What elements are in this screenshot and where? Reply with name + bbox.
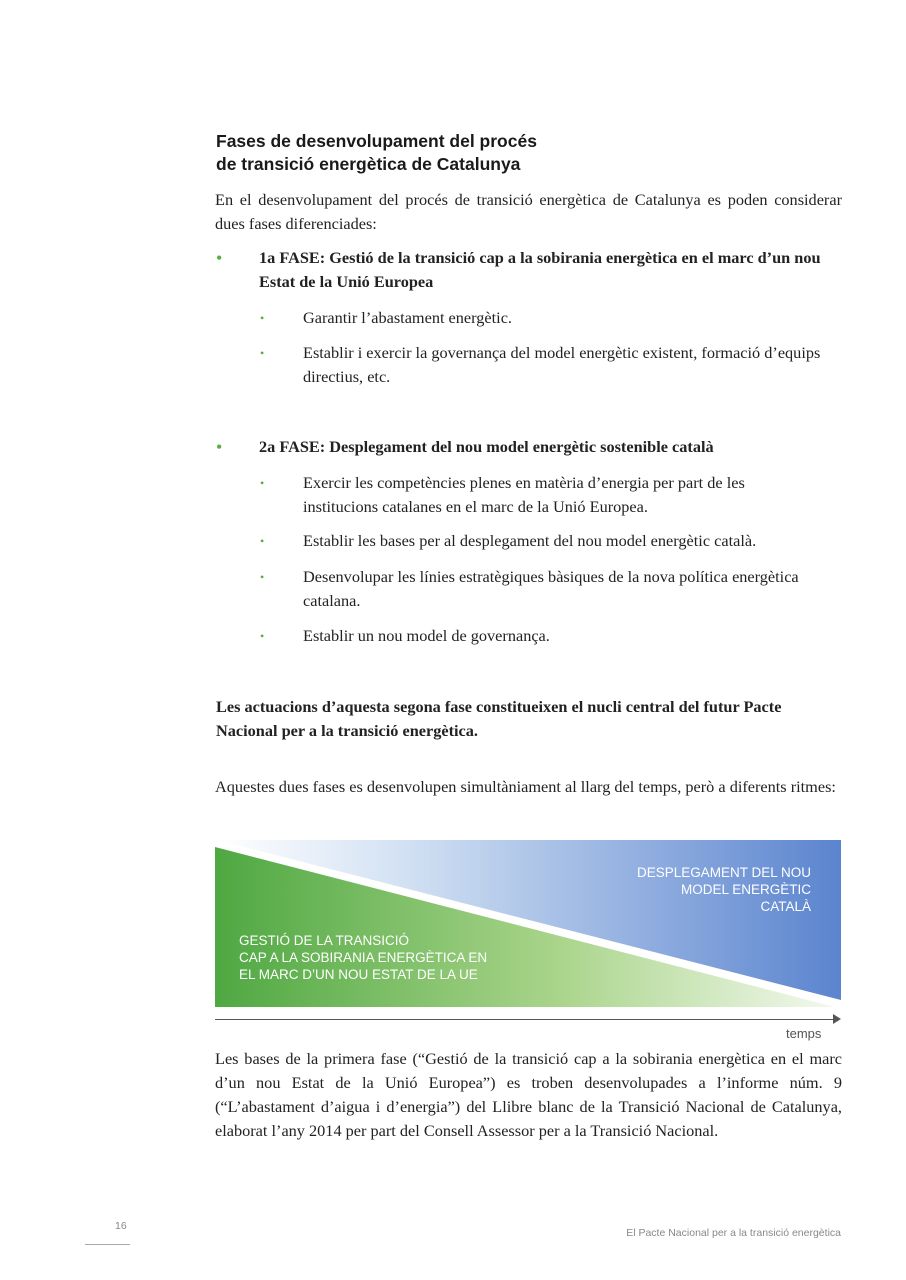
closing-paragraph: Les bases de la primera fase (“Gestió de la transició cap a la sobirania energètica en el marc d’un nou Estat de la Unió Europea”) es troben desenvolupades a l’informe núm. 9 (“L’abastament d’aigua i d’energia”) del Llibre blanc de la Transició Nacional de Catalunya, elaborat l’any 2014 per part del Consell Assessor per a la Transició Nacional. (215, 1049, 842, 1140)
bullet-icon: • (260, 570, 265, 584)
footer-title: El Pacte Nacional per a la transició energètica (626, 1227, 841, 1239)
time-axis (215, 1019, 835, 1020)
bold-note: Les actuacions d’aquesta segona fase constitueixen el nucli central del futur Pacte Nacional per a la transició energètica. (216, 697, 782, 740)
footer-divider (85, 1244, 130, 1245)
arrow-head-icon (833, 1014, 841, 1024)
bullet-icon: • (260, 534, 265, 548)
intro-paragraph: En el desenvolupament del procés de transició energètica de Catalunya es poden considerar dues fases diferenciades: (215, 190, 842, 233)
blue-phase-label: DESPLEGAMENT DEL NOU MODEL ENERGÈTIC CATALÀ (636, 865, 811, 914)
bullet-icon: • (216, 248, 223, 268)
list-item: Establir un nou model de governança. (303, 626, 550, 645)
bullet-icon: • (260, 629, 265, 643)
lead-paragraph: Aquestes dues fases es desenvolupen simultàniament al llarg del temps, però a diferents ritmes: (215, 777, 836, 796)
page-number: 16 (115, 1220, 127, 1232)
phases-diagram (215, 840, 841, 1007)
axis-label: temps (786, 1026, 822, 1041)
green-phase-label: GESTIÓ DE LA TRANSICIÓ CAP A LA SOBIRANIA ENERGÈTICA EN EL MARC D’UN NOU ESTAT DE LA UE (239, 933, 488, 982)
list-item: Exercir les competències plenes en matèria d’energia per part de les institucions catalanes en el marc de la Unió Europea. (303, 473, 745, 516)
section-heading: Fases de desenvolupament del procés de transició energètica de Catalunya (216, 131, 537, 174)
phase-1-title: 1a FASE: Gestió de la transició cap a la sobirania energètica en el marc d’un nou Estat de la Unió Europea (259, 248, 821, 291)
list-item: Establir i exercir la governança del model energètic existent, formació d’equips directius, etc. (303, 343, 821, 386)
bullet-icon: • (260, 346, 265, 360)
bullet-icon: • (216, 437, 223, 457)
list-item: Garantir l’abastament energètic. (303, 308, 512, 327)
list-item: Establir les bases per al desplegament del nou model energètic català. (303, 531, 757, 550)
bullet-icon: • (260, 311, 265, 325)
list-item: Desenvolupar les línies estratègiques bàsiques de la nova política energètica catalana. (303, 567, 799, 610)
bullet-icon: • (260, 476, 265, 490)
phase-2-title: 2a FASE: Desplegament del nou model energètic sostenible català (259, 437, 714, 456)
